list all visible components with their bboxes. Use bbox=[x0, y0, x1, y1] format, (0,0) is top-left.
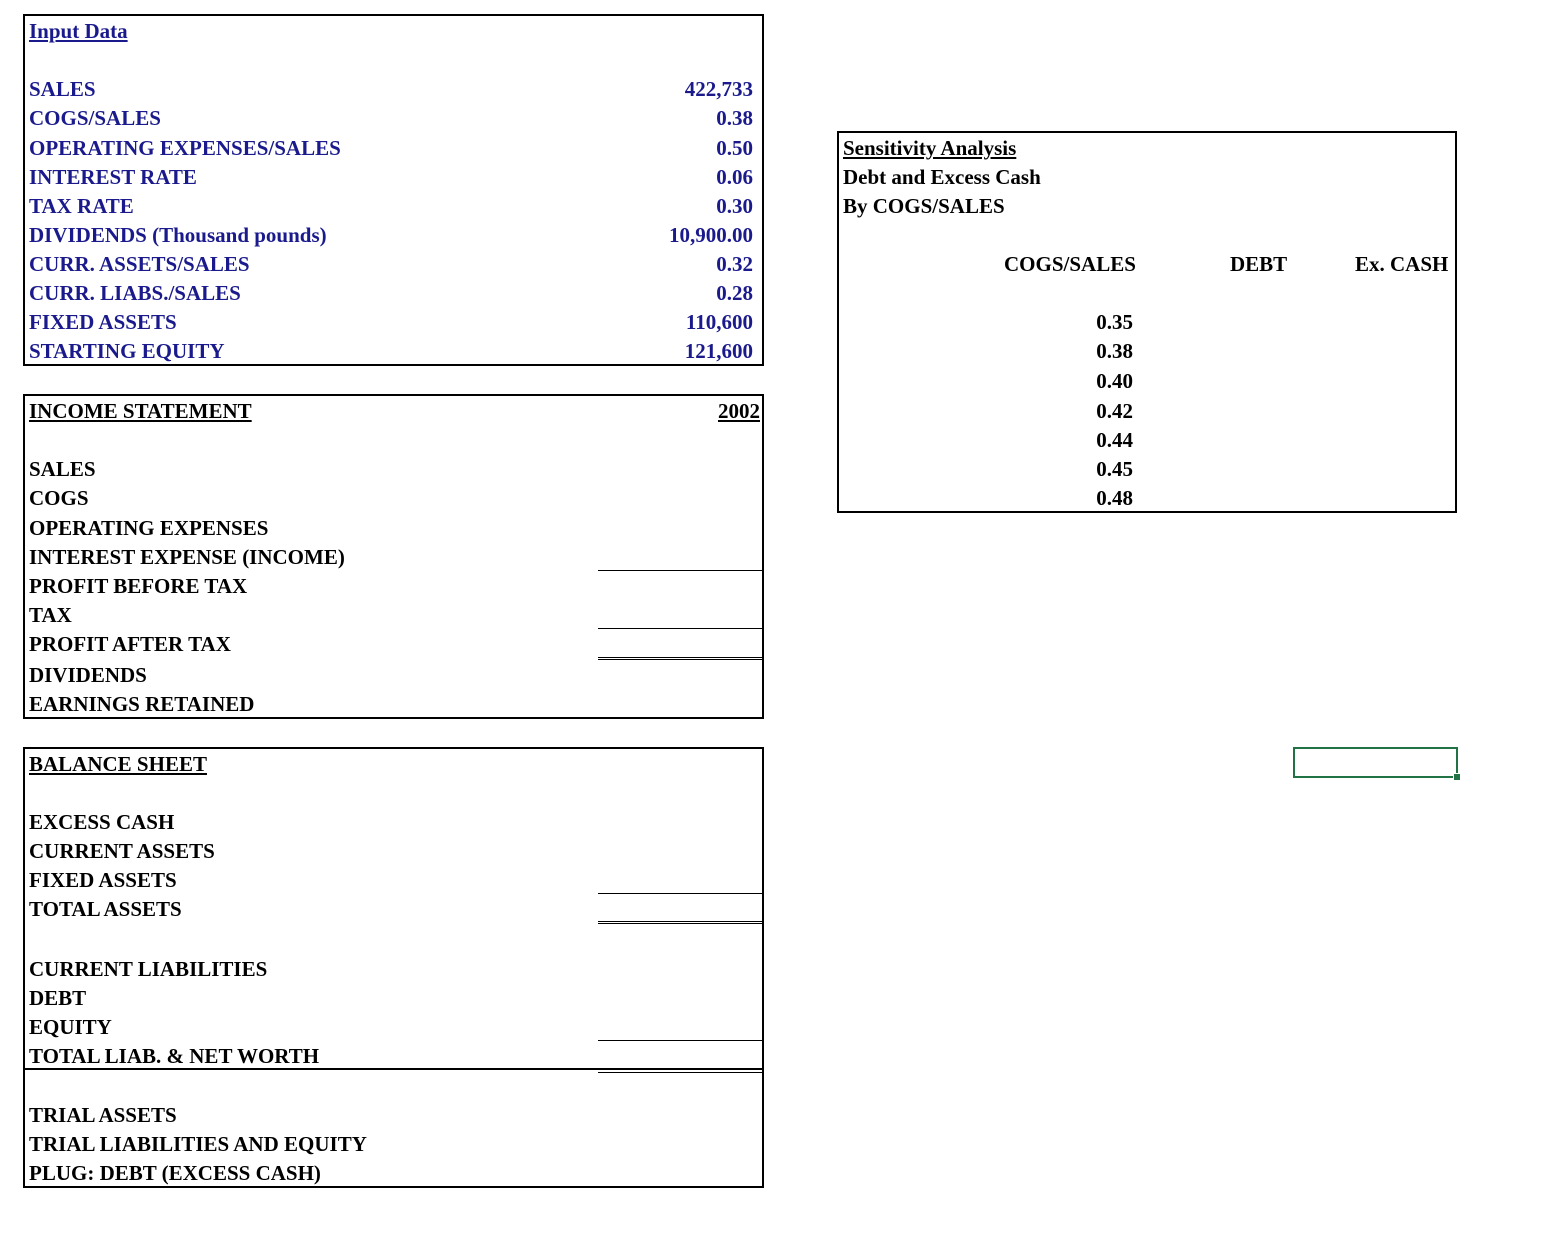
balance-sheet-title[interactable]: BALANCE SHEET bbox=[29, 752, 207, 776]
balance-row-total-assets[interactable]: TOTAL ASSETS bbox=[29, 897, 182, 921]
input-label-interest-rate[interactable]: INTEREST RATE bbox=[29, 165, 197, 189]
input-value-sales[interactable]: 422,733 bbox=[684, 77, 753, 101]
income-row-cogs[interactable]: COGS bbox=[29, 486, 89, 510]
input-value-interest-rate[interactable]: 0.06 bbox=[716, 165, 753, 189]
balance-row-current-assets[interactable]: CURRENT ASSETS bbox=[29, 839, 215, 863]
input-label-tax-rate[interactable]: TAX RATE bbox=[29, 194, 134, 218]
balance-row-equity[interactable]: EQUITY bbox=[29, 1015, 112, 1039]
balance-row-plug-debt[interactable]: PLUG: DEBT (EXCESS CASH) bbox=[29, 1161, 321, 1185]
sensitivity-value[interactable]: 0.48 bbox=[1096, 486, 1133, 510]
income-statement-title[interactable]: INCOME STATEMENT bbox=[29, 399, 252, 423]
income-row-operating-expenses[interactable]: OPERATING EXPENSES bbox=[29, 516, 269, 540]
input-value-opex-sales[interactable]: 0.50 bbox=[716, 136, 753, 160]
input-label-dividends[interactable]: DIVIDENDS (Thousand pounds) bbox=[29, 223, 327, 247]
input-value-fixed-assets[interactable]: 110,600 bbox=[685, 310, 753, 334]
input-value-dividends[interactable]: 10,900.00 bbox=[669, 223, 753, 247]
sensitivity-value[interactable]: 0.38 bbox=[1096, 339, 1133, 363]
input-label-cogs-sales[interactable]: COGS/SALES bbox=[29, 106, 161, 130]
income-row-dividends[interactable]: DIVIDENDS bbox=[29, 663, 147, 687]
input-label-curr-assets-sales[interactable]: CURR. ASSETS/SALES bbox=[29, 252, 250, 276]
input-label-fixed-assets[interactable]: FIXED ASSETS bbox=[29, 310, 177, 334]
balance-row-total-liab-net-worth[interactable]: TOTAL LIAB. & NET WORTH bbox=[29, 1044, 320, 1068]
balance-row-excess-cash[interactable]: EXCESS CASH bbox=[29, 810, 175, 834]
sensitivity-subtitle-2[interactable]: By COGS/SALES bbox=[843, 194, 1005, 218]
input-value-curr-assets-sales[interactable]: 0.32 bbox=[716, 252, 753, 276]
sensitivity-col-debt[interactable]: DEBT bbox=[1230, 252, 1288, 276]
sensitivity-value[interactable]: 0.44 bbox=[1096, 428, 1133, 452]
balance-assets-total-double-line bbox=[598, 921, 762, 924]
income-row-interest-expense[interactable]: INTEREST EXPENSE (INCOME) bbox=[29, 545, 345, 569]
fill-handle[interactable] bbox=[1453, 773, 1461, 781]
input-label-starting-equity[interactable]: STARTING EQUITY bbox=[29, 339, 225, 363]
balance-row-current-liabilities[interactable]: CURRENT LIABILITIES bbox=[29, 957, 268, 981]
sensitivity-value[interactable]: 0.35 bbox=[1096, 310, 1133, 334]
sensitivity-subtitle-1[interactable]: Debt and Excess Cash bbox=[843, 165, 1041, 189]
input-value-tax-rate[interactable]: 0.30 bbox=[716, 194, 753, 218]
sensitivity-value[interactable]: 0.45 bbox=[1096, 457, 1133, 481]
input-label-sales[interactable]: SALES bbox=[29, 77, 96, 101]
balance-trial-separator bbox=[25, 1068, 762, 1070]
income-row-profit-after-tax[interactable]: PROFIT AFTER TAX bbox=[29, 632, 231, 656]
balance-liab-total-second-line bbox=[598, 1072, 762, 1073]
income-subtotal-line-1 bbox=[598, 570, 762, 571]
balance-row-debt[interactable]: DEBT bbox=[29, 986, 87, 1010]
sensitivity-col-ex-cash[interactable]: Ex. CASH bbox=[1355, 252, 1449, 276]
sensitivity-col-cogs-sales[interactable]: COGS/SALES bbox=[1004, 252, 1136, 276]
income-row-tax[interactable]: TAX bbox=[29, 603, 72, 627]
input-value-starting-equity[interactable]: 121,600 bbox=[684, 339, 753, 363]
income-subtotal-line-2 bbox=[598, 628, 762, 629]
input-value-cogs-sales[interactable]: 0.38 bbox=[716, 106, 753, 130]
income-total-double-line bbox=[598, 657, 762, 660]
income-row-earnings-retained[interactable]: EARNINGS RETAINED bbox=[29, 692, 255, 716]
sensitivity-value[interactable]: 0.40 bbox=[1096, 369, 1133, 393]
income-statement-year[interactable]: 2002 bbox=[718, 399, 760, 423]
sensitivity-title[interactable]: Sensitivity Analysis bbox=[843, 136, 1017, 160]
balance-liab-subtotal-line bbox=[598, 1040, 762, 1041]
input-label-opex-sales[interactable]: OPERATING EXPENSES/SALES bbox=[29, 136, 341, 160]
balance-row-trial-assets[interactable]: TRIAL ASSETS bbox=[29, 1103, 177, 1127]
income-row-profit-before-tax[interactable]: PROFIT BEFORE TAX bbox=[29, 574, 248, 598]
balance-row-trial-liabilities-equity[interactable]: TRIAL LIABILITIES AND EQUITY bbox=[29, 1132, 367, 1156]
balance-row-fixed-assets[interactable]: FIXED ASSETS bbox=[29, 868, 177, 892]
input-value-curr-liabs-sales[interactable]: 0.28 bbox=[716, 281, 753, 305]
balance-assets-subtotal-line bbox=[598, 893, 762, 894]
income-row-sales[interactable]: SALES bbox=[29, 457, 96, 481]
input-label-curr-liabs-sales[interactable]: CURR. LIABS./SALES bbox=[29, 281, 241, 305]
input-data-title[interactable]: Input Data bbox=[29, 19, 128, 43]
selected-cell[interactable] bbox=[1293, 747, 1458, 778]
sensitivity-value[interactable]: 0.42 bbox=[1096, 399, 1133, 423]
